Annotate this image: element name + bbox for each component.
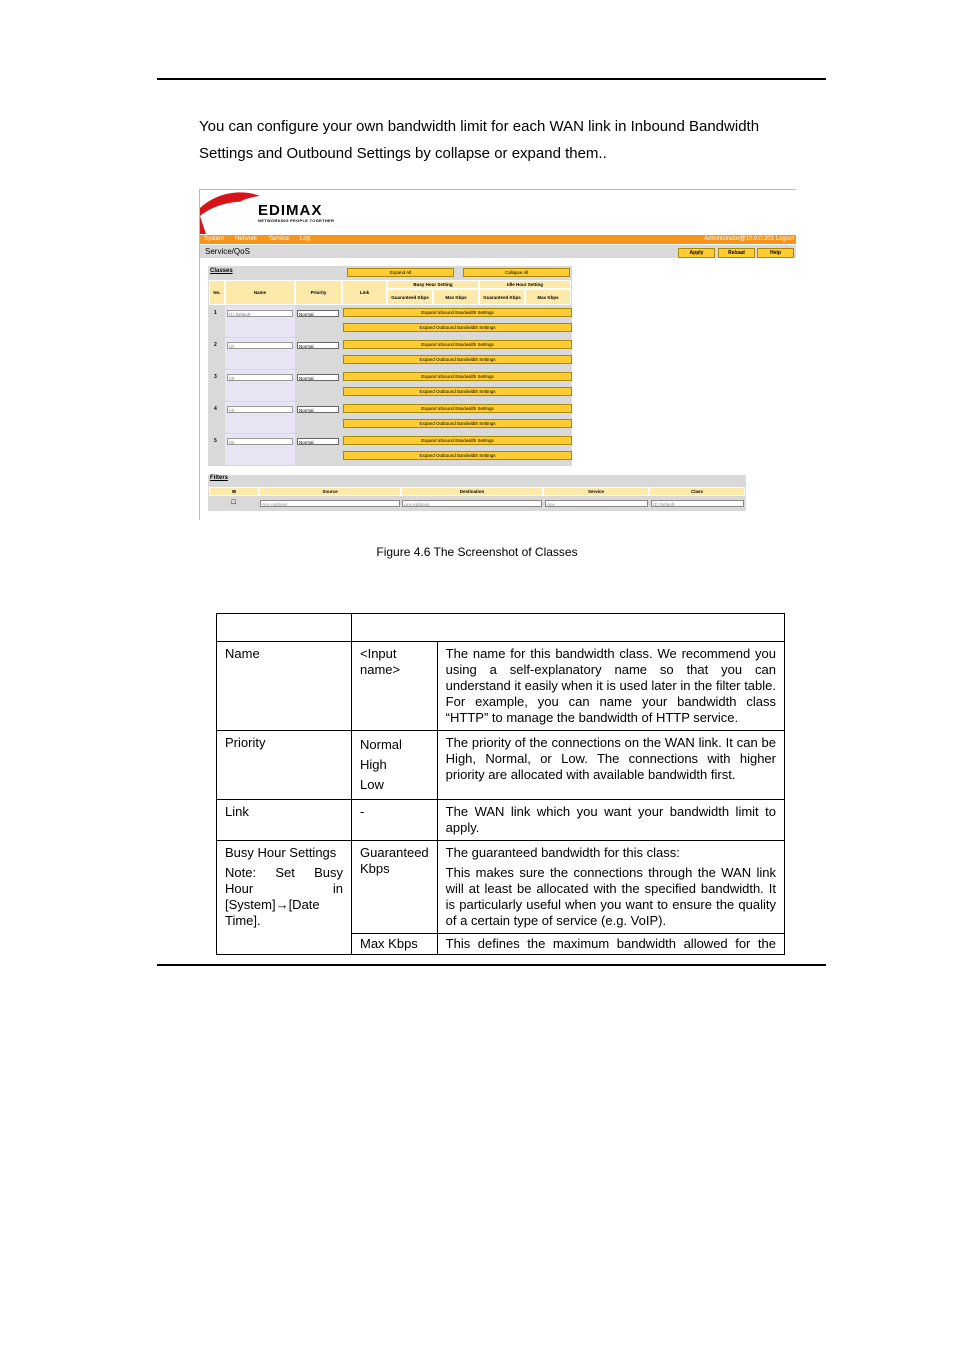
expand-inbound-button[interactable]: Expand Inbound Bandwidth Settings <box>343 340 572 349</box>
table-cell: The WAN link which you want your bandwidth limit to apply. <box>437 800 784 841</box>
filters-label: Filters <box>210 475 229 481</box>
table-cell: <Input name> <box>352 642 438 731</box>
brand-logo: EDIMAX <box>258 202 323 219</box>
top-nav <box>200 235 796 244</box>
row-number: 4 <box>214 406 217 412</box>
page-title: Service/QoS <box>205 247 250 256</box>
header-idle-max: Max Kbps <box>525 289 571 305</box>
table-cell: Priority <box>217 731 352 800</box>
intro-paragraph: You can configure your own bandwidth limit for each WAN link in Inbound Bandwidth Settings and Outbound Settings by collapse or expand them.. <box>199 118 760 162</box>
nav-network[interactable]: Network <box>235 236 258 242</box>
header-busy-hour: Busy Hour Setting <box>387 280 479 289</box>
expand-inbound-button[interactable]: Expand Inbound Bandwidth Settings <box>343 372 572 381</box>
classes-label: Classes <box>210 268 233 274</box>
table-cell: Max Kbps <box>352 934 438 955</box>
header-busy-guaranteed: Guaranteed Kbps <box>387 289 433 305</box>
class-name-input[interactable]: (5) <box>227 438 293 445</box>
filter-select-all-checkbox[interactable]: ⊞ <box>209 487 259 496</box>
class-name-input[interactable]: (1) Default <box>227 310 293 317</box>
expand-outbound-button[interactable]: Expand Outbound Bandwidth Settings <box>343 451 572 460</box>
apply-button[interactable]: Apply <box>678 248 715 258</box>
class-name-input[interactable]: (3) <box>227 374 293 381</box>
brand-swoosh-icon <box>200 190 260 234</box>
expand-outbound-button[interactable]: Expand Outbound Bandwidth Settings <box>343 419 572 428</box>
expand-inbound-button[interactable]: Expand Inbound Bandwidth Settings <box>343 436 572 445</box>
brand-tagline: NETWORKING PEOPLE TOGETHER <box>258 218 335 223</box>
table-row <box>217 800 785 841</box>
collapse-all-button[interactable]: Collapse All <box>463 268 570 277</box>
table-cell <box>217 841 352 955</box>
table-cell <box>352 731 438 800</box>
qos-classes-screenshot <box>199 189 796 520</box>
expand-outbound-button[interactable]: Expand Outbound Bandwidth Settings <box>343 387 572 396</box>
priority-select[interactable]: Normal <box>297 342 339 349</box>
priority-select[interactable]: Normal <box>297 406 339 413</box>
filter-source-select[interactable]: Any Address <box>260 500 400 507</box>
filter-header-source: Source <box>259 487 401 496</box>
expand-all-button[interactable]: Expand All <box>347 268 454 277</box>
table-cell: The priority of the connections on the WAN link. It can be High, Normal, or Low. The connections with higher priority are allocated with available bandwidth first. <box>437 731 784 800</box>
header-name: Name <box>225 280 295 305</box>
help-button[interactable]: Help <box>757 248 794 258</box>
table-cell: Link <box>217 800 352 841</box>
nav-log[interactable]: Log <box>300 236 311 242</box>
admin-info <box>704 236 794 242</box>
table-header-row <box>217 614 785 642</box>
busy-hour-note: Note: Set Busy Hour in [System]→[Date Time]. <box>225 865 343 928</box>
admin-text: Administrator@10.0.0.201 <box>704 236 774 242</box>
row-number: 3 <box>214 374 217 380</box>
header-no: No. <box>209 280 225 305</box>
expand-inbound-button[interactable]: Expand Inbound Bandwidth Settings <box>343 404 572 413</box>
filter-header-destination: Destination <box>401 487 543 496</box>
reload-button[interactable]: Reload <box>718 248 755 258</box>
top-rule <box>157 78 826 80</box>
table-row <box>217 731 785 800</box>
parameter-table <box>216 613 785 955</box>
class-name-input[interactable]: (2) <box>227 342 293 349</box>
filter-header-service: Service <box>543 487 649 496</box>
logout-link[interactable]: Logout <box>775 236 794 242</box>
row-number: 2 <box>214 342 217 348</box>
filter-row-checkbox[interactable]: ☐ <box>231 500 237 506</box>
class-name-input[interactable]: (4) <box>227 406 293 413</box>
cell-line: The guaranteed bandwidth for this class: <box>445 845 680 860</box>
table-cell: Name <box>217 642 352 731</box>
priority-select[interactable]: Normal <box>297 310 339 317</box>
table-cell: - <box>352 800 438 841</box>
expand-inbound-button[interactable]: Expand Inbound Bandwidth Settings <box>343 308 572 317</box>
table-cell: Guaranteed Kbps <box>352 841 438 934</box>
header-link: Link <box>342 280 387 305</box>
table-cell <box>437 841 784 934</box>
expand-outbound-button[interactable]: Expand Outbound Bandwidth Settings <box>343 323 572 332</box>
row-number: 1 <box>214 310 217 316</box>
priority-select[interactable]: Normal <box>297 438 339 445</box>
cell-line: This makes sure the connections through the WAN link will at least be allocated with the specified bandwidth. It is particularly useful when you want to ensure the quality of a certain type of service (e.g. VoIP). <box>445 865 776 928</box>
bottom-rule <box>157 964 826 966</box>
table-cell: This defines the maximum bandwidth allowed for the <box>437 934 784 955</box>
table-row <box>217 841 785 934</box>
busy-hour-title: Busy Hour Settings <box>225 845 337 860</box>
logo-header <box>200 190 796 234</box>
header-busy-max: Max Kbps <box>433 289 479 305</box>
priority-option: High <box>360 757 387 772</box>
row-number: 5 <box>214 438 217 444</box>
table-row <box>217 642 785 731</box>
filter-destination-select[interactable]: Any Address <box>402 500 542 507</box>
header-idle-guaranteed: Guaranteed Kbps <box>479 289 525 305</box>
nav-system[interactable]: System <box>204 236 225 242</box>
filter-service-select[interactable]: Any <box>545 500 648 507</box>
filter-class-select[interactable]: (1) Default <box>651 500 744 507</box>
priority-option: Low <box>360 777 384 792</box>
figure-caption: Figure 4.6 The Screenshot of Classes <box>376 545 578 559</box>
header-idle-hour: Idle Hour Setting <box>479 280 571 289</box>
priority-select[interactable]: Normal <box>297 374 339 381</box>
expand-outbound-button[interactable]: Expand Outbound Bandwidth Settings <box>343 355 572 364</box>
table-cell: The name for this bandwidth class. We recommend you using a self-explanatory name so that you can understand it easily when it is used later in the filter table. For example, you can name your bandwidth class “HTTP” to manage the bandwidth of HTTP service. <box>437 642 784 731</box>
nav-service[interactable]: Service <box>269 236 290 242</box>
header-priority: Priority <box>295 280 342 305</box>
filter-header-class: Class <box>649 487 745 496</box>
priority-option: Normal <box>360 737 402 752</box>
